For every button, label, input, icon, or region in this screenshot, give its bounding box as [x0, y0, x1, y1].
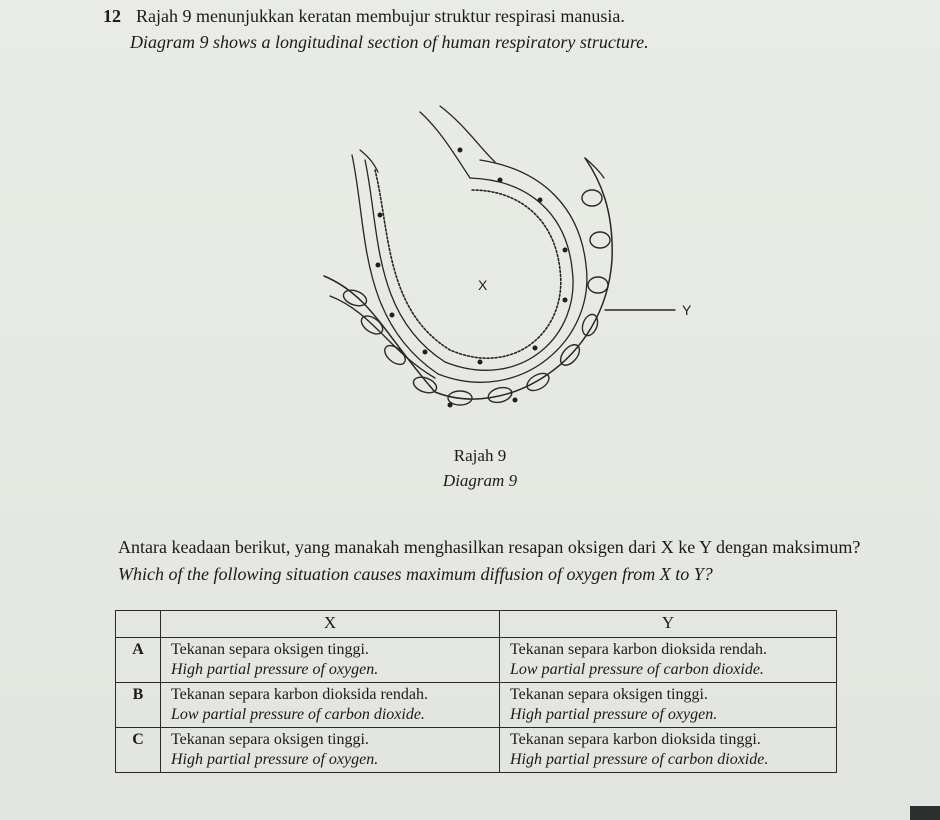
option-y-cell: [500, 638, 837, 683]
option-y-malay: Tekanan separa karbon dioksida tinggi.: [510, 731, 761, 748]
red-blood-cell: [582, 190, 602, 206]
option-letter: B: [116, 683, 161, 728]
alveolus-diagram: [300, 100, 720, 430]
option-x-cell: [161, 683, 500, 728]
option-x-cell: [161, 638, 500, 683]
label-y: Y: [682, 302, 692, 318]
option-y-malay: Tekanan separa karbon dioksida rendah.: [510, 641, 767, 658]
cell-nucleus: [533, 346, 538, 351]
cell-nucleus: [563, 248, 568, 253]
option-x-english: High partial pressure of oxygen.: [171, 751, 379, 768]
cell-nucleus: [448, 403, 453, 408]
bronchiole-wall-right: [440, 106, 495, 162]
option-x-english: Low partial pressure of carbon dioxide.: [171, 706, 425, 723]
red-blood-cell: [341, 287, 368, 308]
option-x-malay: Tekanan separa karbon dioksida rendah.: [171, 686, 428, 703]
table-header-row: [116, 611, 837, 638]
capillary-outer-wall: [324, 158, 612, 399]
cell-nucleus: [478, 360, 483, 365]
alveolus-wall-layer-1: [365, 160, 573, 370]
question-number: 12: [103, 6, 121, 26]
cell-nucleus: [423, 350, 428, 355]
background-corner: [910, 806, 940, 820]
option-row-b: [116, 683, 837, 728]
option-y-english: High partial pressure of oxygen.: [510, 706, 718, 723]
option-x-malay: Tekanan separa oksigen tinggi.: [171, 731, 369, 748]
alveolus-wall-layer-2: [352, 155, 587, 382]
prompt-text-english: Which of the following situation causes maximum diffusion of oxygen from X to Y?: [118, 564, 713, 584]
option-y-english: High partial pressure of carbon dioxide.: [510, 751, 769, 768]
cell-nucleus: [378, 213, 383, 218]
cell-nucleus: [390, 313, 395, 318]
option-row-a: [116, 638, 837, 683]
prompt-text-malay: Antara keadaan berikut, yang manakah menghasilkan resapan oksigen dari X ke Y dengan maksimum?: [118, 537, 861, 557]
option-letter: A: [116, 638, 161, 683]
option-x-english: High partial pressure of oxygen.: [171, 661, 379, 678]
question-text-malay: Rajah 9 menunjukkan keratan membujur struktur respirasi manusia.: [136, 6, 625, 26]
option-x-malay: Tekanan separa oksigen tinggi.: [171, 641, 369, 658]
cell-nucleus: [458, 148, 463, 153]
red-blood-cell: [590, 232, 610, 248]
red-blood-cell: [588, 277, 608, 293]
option-x-cell: [161, 728, 500, 773]
cell-nucleus: [498, 178, 503, 183]
bronchiole-wall-left: [420, 112, 470, 178]
tube-wall-top-left: [360, 150, 378, 172]
cell-nucleus: [538, 198, 543, 203]
red-blood-cell: [487, 385, 514, 405]
question-text-english: Diagram 9 shows a longitudinal section of human respiratory structure.: [130, 32, 649, 52]
option-y-malay: Tekanan separa oksigen tinggi.: [510, 686, 708, 703]
diagram-caption-malay: Rajah 9: [453, 446, 507, 465]
header-y: Y: [500, 611, 837, 638]
cell-nucleus: [513, 398, 518, 403]
option-letter: C: [116, 728, 161, 773]
label-x: X: [478, 277, 488, 293]
cell-nucleus: [376, 263, 381, 268]
option-y-english: Low partial pressure of carbon dioxide.: [510, 661, 764, 678]
option-y-cell: [500, 683, 837, 728]
option-y-cell: [500, 728, 837, 773]
alveolus-inner-wall: [375, 170, 561, 358]
header-x: X: [161, 611, 500, 638]
option-row-c: [116, 728, 837, 773]
options-table: [115, 610, 837, 773]
header-blank: [116, 611, 161, 638]
diagram-caption-english: Diagram 9: [442, 471, 518, 490]
cell-nucleus: [563, 298, 568, 303]
